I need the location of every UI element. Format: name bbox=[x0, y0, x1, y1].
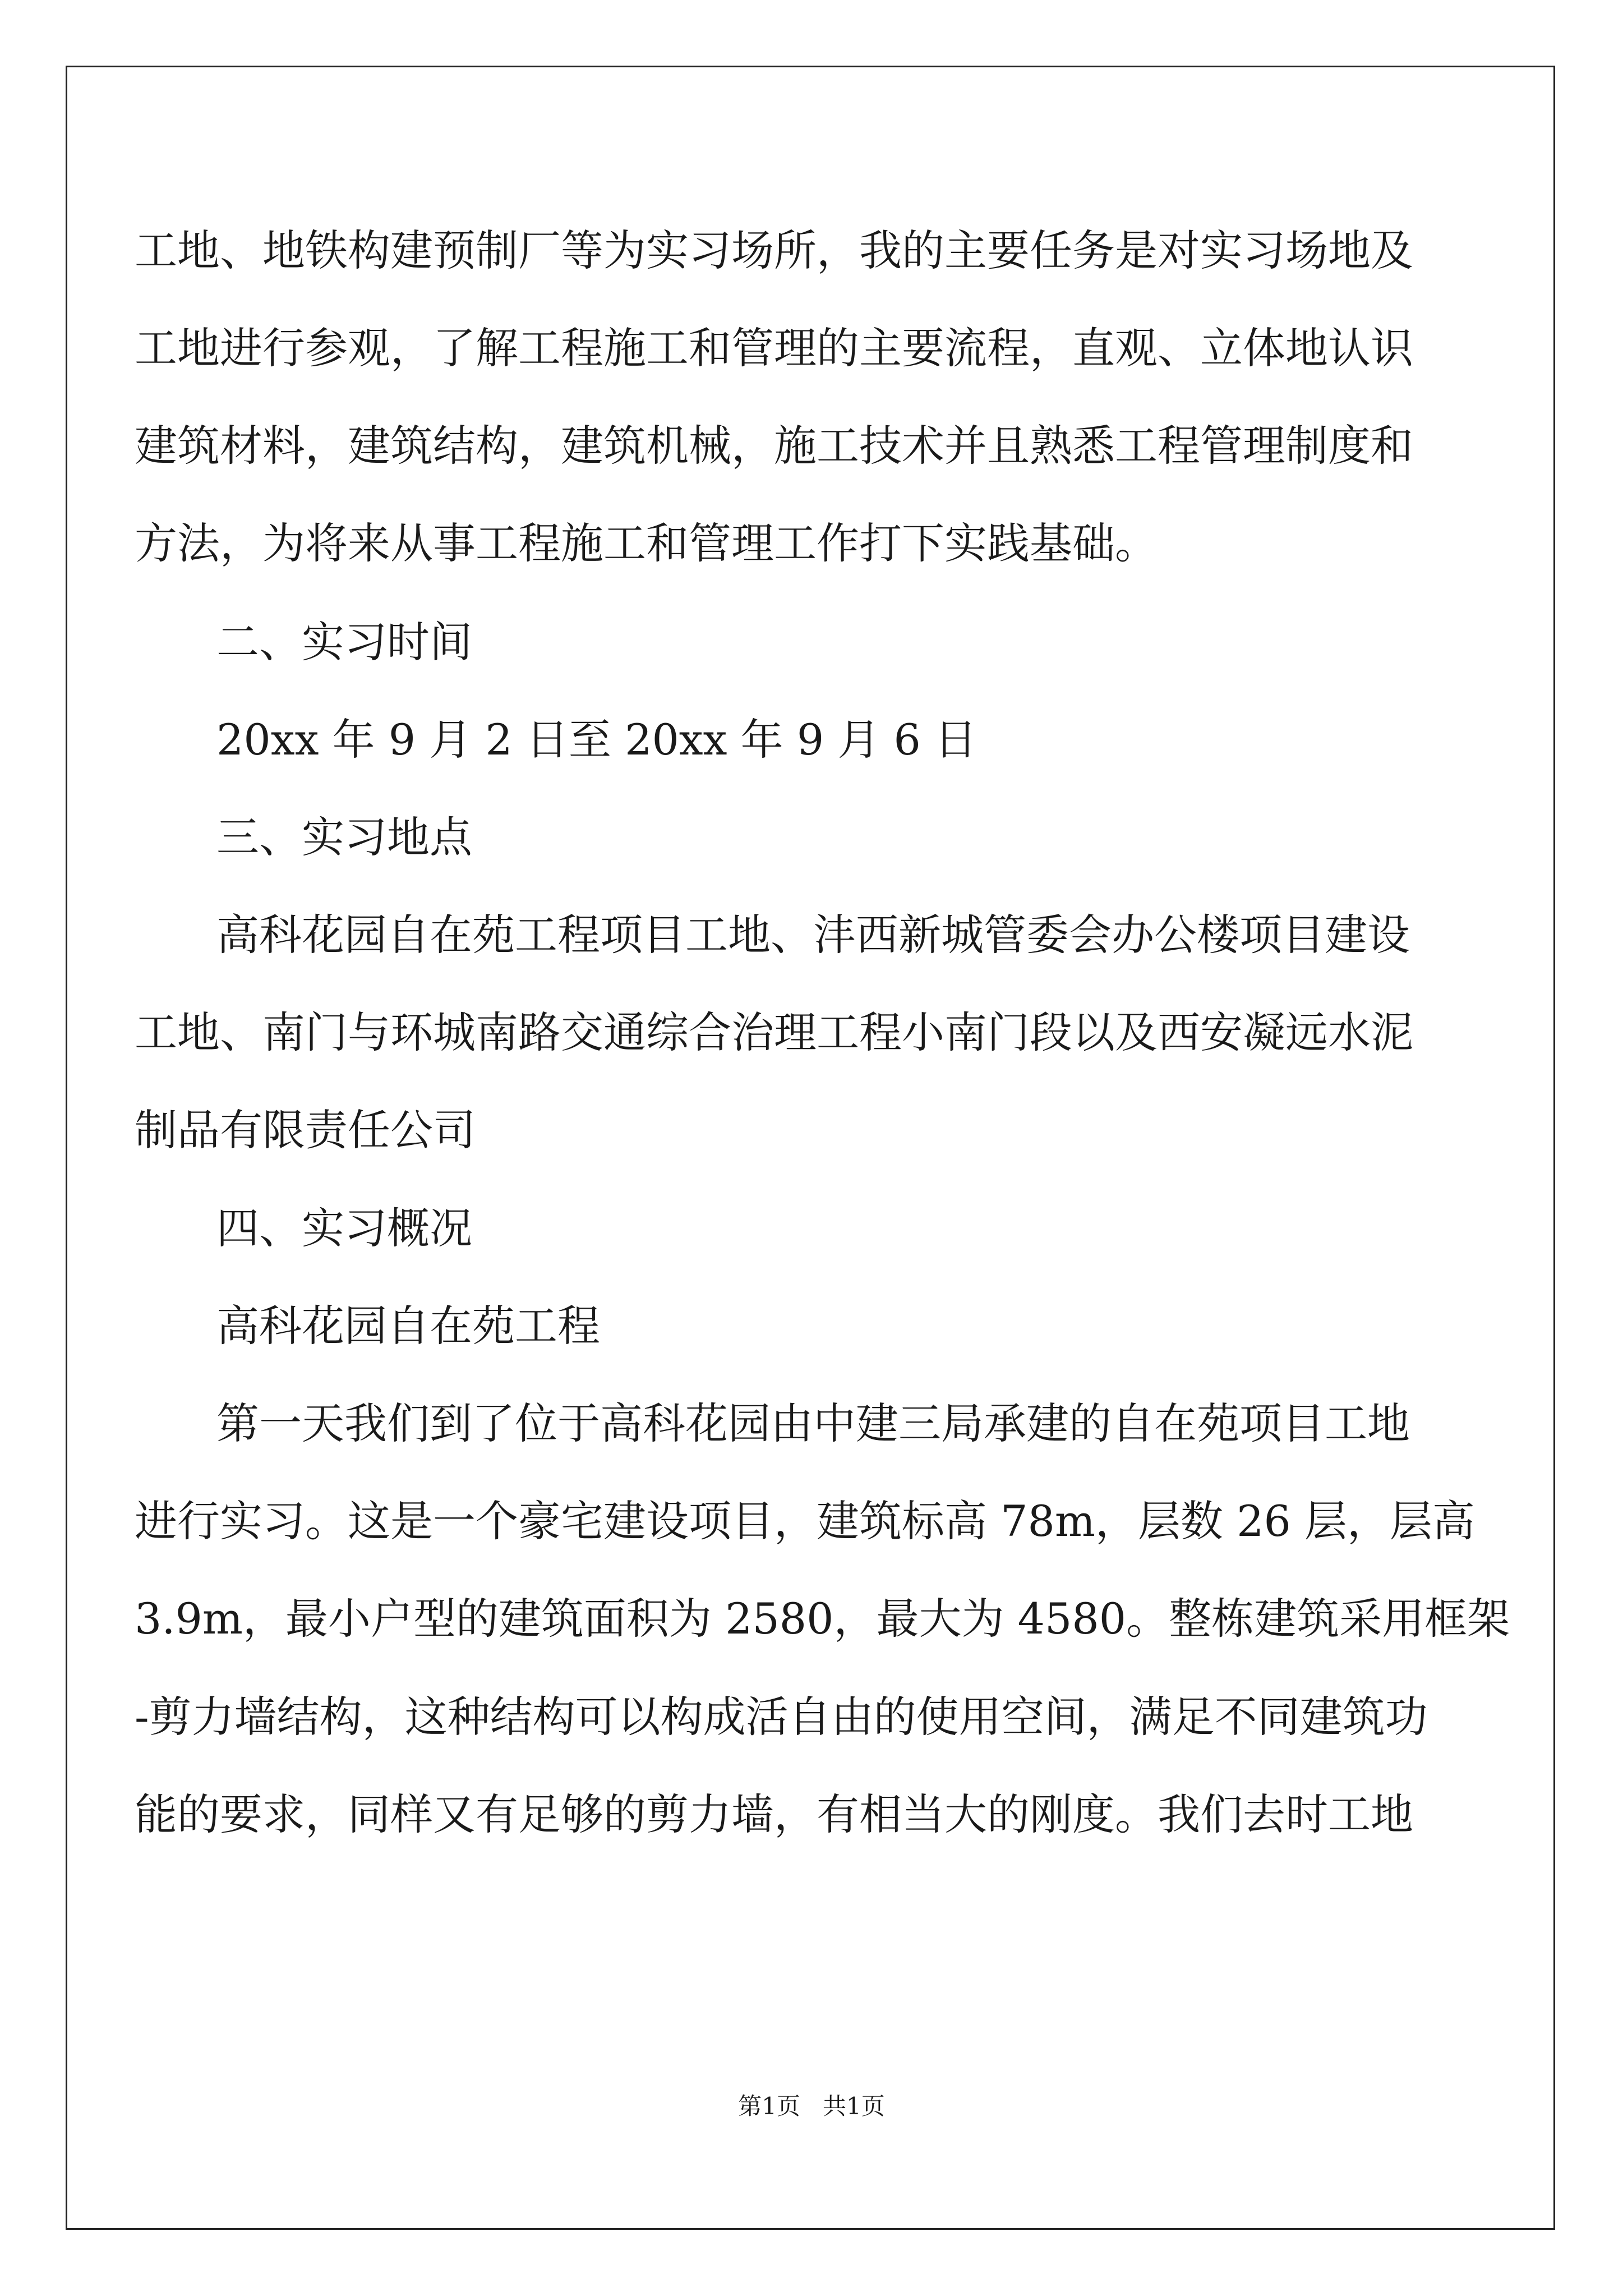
paragraph-line: 3.9m，最小户型的建筑面积为 2580，最大为 4580。整栋建筑采用框架 bbox=[135, 1594, 1510, 1644]
paragraph-line: -剪力墙结构，这种结构可以构成活自由的使用空间，满足不同建筑功 bbox=[135, 1692, 1428, 1742]
section-heading: 三、实习地点 bbox=[216, 812, 472, 862]
paragraph-line: 20xx 年 9 月 2 日至 20xx 年 9 月 6 日 bbox=[216, 715, 978, 765]
paragraph-line: 高科花园自在苑工程项目工地、沣西新城管委会办公楼项目建设 bbox=[216, 910, 1410, 960]
document-body bbox=[135, 0, 1510, 2296]
page-footer: 第1页 共1页 bbox=[738, 2092, 885, 2120]
section-heading: 二、实习时间 bbox=[216, 617, 472, 667]
sub-heading: 高科花园自在苑工程 bbox=[216, 1301, 600, 1351]
paragraph-line: 能的要求，同样又有足够的剪力墙，有相当大的刚度。我们去时工地 bbox=[135, 1789, 1413, 1839]
paragraph-line: 工地、地铁构建预制厂等为实习场所，我的主要任务是对实习场地及 bbox=[135, 226, 1413, 275]
paragraph-line: 工地、南门与环城南路交通综合治理工程小南门段以及西安凝远水泥 bbox=[135, 1007, 1413, 1057]
paragraph-line: 进行实习。这是一个豪宅建设项目，建筑标高 78m，层数 26 层，层高 bbox=[135, 1496, 1475, 1546]
paragraph-line: 第一天我们到了位于高科花园由中建三局承建的自在苑项目工地 bbox=[216, 1398, 1410, 1448]
paragraph-line: 制品有限责任公司 bbox=[135, 1105, 476, 1155]
section-heading: 四、实习概况 bbox=[216, 1203, 472, 1253]
paragraph-line: 工地进行参观，了解工程施工和管理的主要流程，直观、立体地认识 bbox=[135, 323, 1413, 373]
paragraph-line: 建筑材料，建筑结构，建筑机械，施工技术并且熟悉工程管理制度和 bbox=[135, 421, 1413, 471]
paragraph-line: 方法，为将来从事工程施工和管理工作打下实践基础。 bbox=[135, 518, 1158, 568]
